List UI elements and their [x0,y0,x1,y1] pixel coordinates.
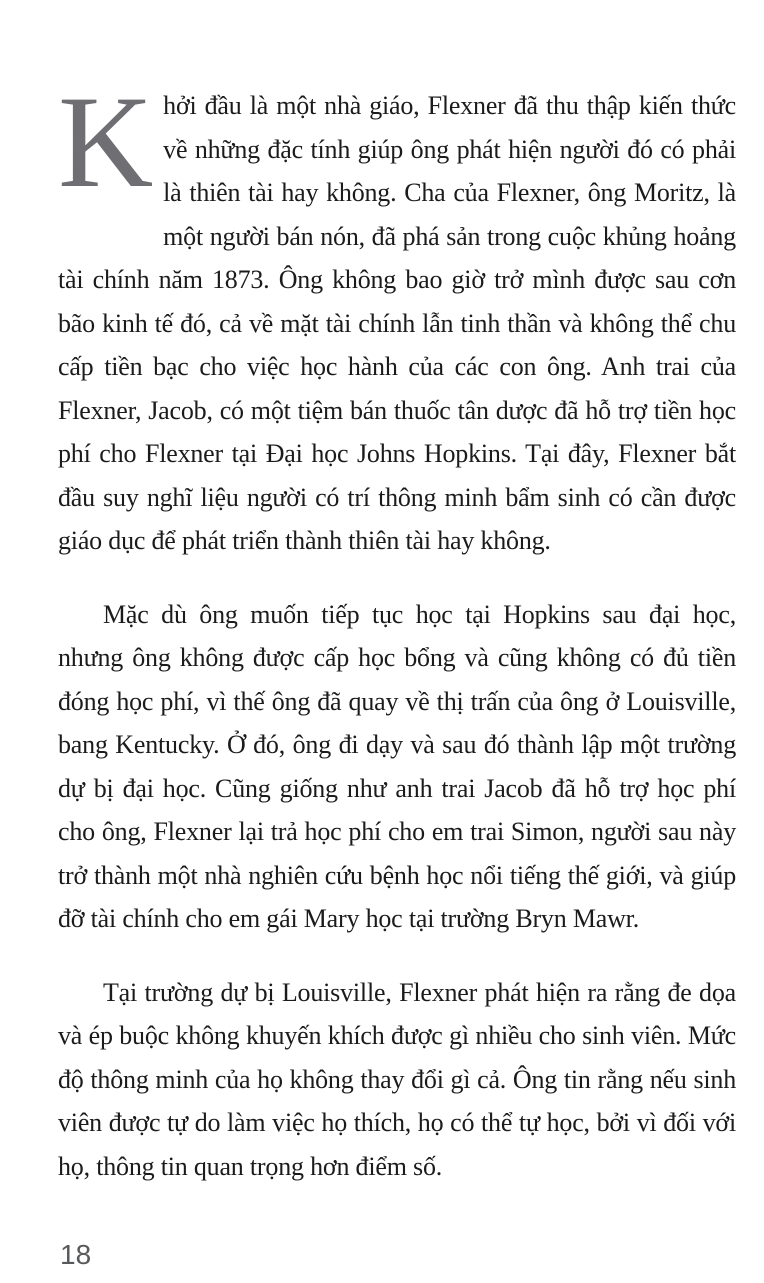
page-number: 18 [60,1239,92,1270]
paragraph-3: Tại trường dự bị Louisville, Flexner phát hiện ra rằng đe dọa và ép buộc không khuyến khích được gì nhiều cho sinh viên. Mức độ thông minh của họ không thay đổi gì cả. Ông tin rằng nếu sinh viên được tự do làm việc họ thích, họ có thể tự học, bởi vì đối với họ, thông tin quan trọng hơn điểm số. [58,977,736,1181]
text-block [58,68,736,1188]
paragraph-2: Mặc dù ông muốn tiếp tục học tại Hopkins sau đại học, nhưng ông không được cấp học bổng và cũng không có đủ tiền đóng học phí, vì thế ông đã quay về thị trấn của ông ở Louisville, bang Kentucky. Ở đó, ông đi dạy và sau đó thành lập một trường dự bị đại học. Cũng giống như anh trai Jacob đã hỗ trợ học phí cho ông, Flexner lại trả học phí cho em trai Simon, người sau này trở thành một nhà nghiên cứu bệnh học nổi tiếng thế giới, và giúp đỡ tài chính cho em gái Mary học tại trường Bryn Mawr. [58,599,736,933]
paragraph-1 [58,68,736,563]
drop-cap-letter: K [58,68,154,215]
paragraph-1-text: hởi đầu là một nhà giáo, Flexner đã thu thập kiến thức về những đặc tính giúp ông phát hiện người đó có phải là thiên tài hay không. Cha của Flexner, ông Moritz, là một người bán nón, đã phá sản trong cuộc khủng hoảng tài chính năm 1873. Ông không bao giờ trở mình được sau cơn bão kinh tế đó, cả về mặt tài chính lẫn tinh thần và không thể chu cấp tiền bạc cho việc học hành của các con ông. Anh trai của Flexner, Jacob, có một tiệm bán thuốc tân dược đã hỗ trợ tiền học phí cho Flexner tại Đại học Johns Hopkins. Tại đây, Flexner bắt đầu suy nghĩ liệu người có trí thông minh bẩm sinh có cần được giáo dục để phát triển thành thiên tài hay không. [58,91,736,555]
